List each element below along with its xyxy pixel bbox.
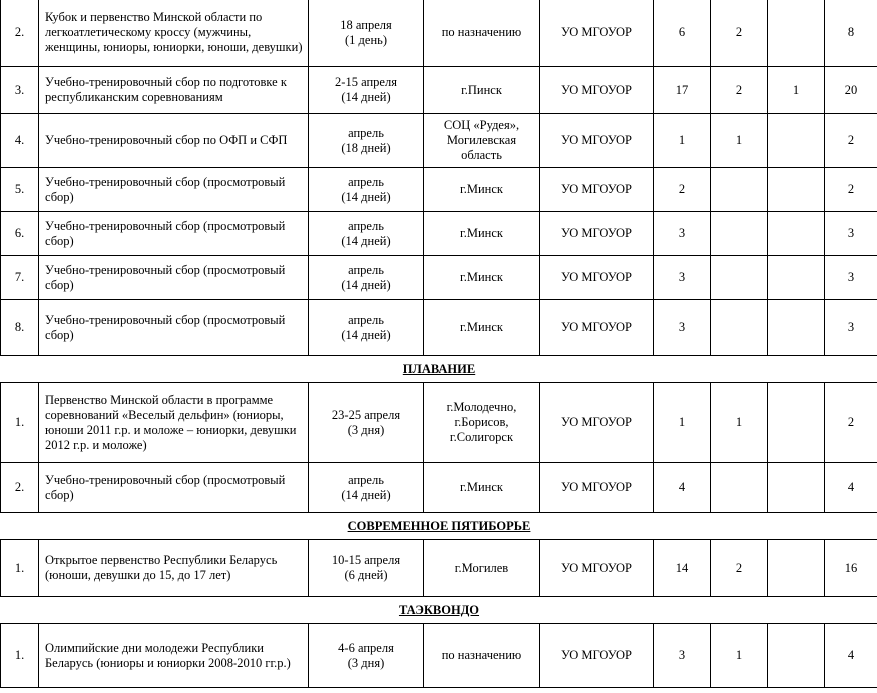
- count-c: [768, 0, 825, 67]
- event-name: Учебно-тренировочный сбор (просмотровый сбор): [39, 300, 309, 356]
- count-b: [711, 212, 768, 256]
- count-c: [768, 256, 825, 300]
- count-c: [768, 114, 825, 168]
- event-date-range: 18 апреля: [340, 17, 392, 32]
- count-a: 14: [654, 540, 711, 597]
- event-duration: (3 дня): [347, 655, 385, 670]
- count-b: 2: [711, 0, 768, 67]
- event-name: Кубок и первенство Минской области по легкоатлетическому кроссу (мужчины, женщины, юниоры, юниорки, юноши, девушки): [39, 0, 309, 67]
- row-number: 2.: [1, 463, 39, 513]
- count-a: 2: [654, 168, 711, 212]
- event-name: Учебно-тренировочный сбор (просмотровый сбор): [39, 256, 309, 300]
- organizer: УО МГОУОР: [540, 300, 654, 356]
- organizer: УО МГОУОР: [540, 256, 654, 300]
- count-b: [711, 256, 768, 300]
- table-row: [1, 383, 877, 463]
- organizer: УО МГОУОР: [540, 383, 654, 463]
- organizer: УО МГОУОР: [540, 624, 654, 688]
- event-dates: [309, 624, 424, 688]
- count-b: 1: [711, 624, 768, 688]
- count-b: [711, 300, 768, 356]
- section-title: ПЛАВАНИЕ: [1, 356, 877, 383]
- event-duration: (6 дней): [344, 568, 388, 582]
- event-name: Учебно-тренировочный сбор (просмотровый сбор): [39, 168, 309, 212]
- table-row: [1, 67, 877, 114]
- count-b: 1: [711, 383, 768, 463]
- row-number: 1.: [1, 540, 39, 597]
- count-a: 1: [654, 383, 711, 463]
- event-place: г.Молодечно, г.Борисов, г.Солигорск: [424, 383, 540, 463]
- count-b: 2: [711, 67, 768, 114]
- event-dates: [309, 300, 424, 356]
- count-total: 20: [825, 67, 877, 114]
- table-row: [1, 168, 877, 212]
- event-date-range: апрель: [348, 262, 384, 277]
- event-date-range: 2-15 апреля: [335, 75, 397, 89]
- row-number: 1.: [1, 383, 39, 463]
- table-row: [1, 463, 877, 513]
- count-total: 8: [825, 0, 877, 67]
- organizer: УО МГОУОР: [540, 168, 654, 212]
- event-dates: [309, 0, 424, 67]
- row-number: 6.: [1, 212, 39, 256]
- count-c: [768, 624, 825, 688]
- row-number: 4.: [1, 114, 39, 168]
- count-c: [768, 300, 825, 356]
- event-date-range: апрель: [348, 472, 384, 487]
- count-b: 2: [711, 540, 768, 597]
- count-total: 3: [825, 300, 877, 356]
- event-duration: (3 дня): [347, 422, 385, 437]
- row-number: 7.: [1, 256, 39, 300]
- row-number: 3.: [1, 67, 39, 114]
- count-c: [768, 383, 825, 463]
- event-place: г.Минск: [424, 212, 540, 256]
- event-place: г.Минск: [424, 463, 540, 513]
- event-duration: (14 дней): [341, 487, 391, 502]
- section-header-row: [1, 513, 877, 540]
- event-duration: (14 дней): [341, 277, 391, 292]
- event-date-range: 10-15 апреля: [331, 553, 401, 567]
- count-c: [768, 168, 825, 212]
- table-row: [1, 212, 877, 256]
- count-c: [768, 212, 825, 256]
- event-date-range: апрель: [348, 312, 384, 327]
- event-name: Олимпийские дни молодежи Республики Беларусь (юниоры и юниорки 2008-2010 гг.р.): [39, 624, 309, 688]
- organizer: УО МГОУОР: [540, 212, 654, 256]
- organizer: УО МГОУОР: [540, 114, 654, 168]
- event-name: Первенство Минской области в программе соревнований «Веселый дельфин» (юниоры, юноши 2011 г.р. и моложе – юниорки, девушки 2012 г.р. и моложе): [39, 383, 309, 463]
- count-c: 1: [768, 67, 825, 114]
- row-number: 1.: [1, 624, 39, 688]
- organizer: УО МГОУОР: [540, 0, 654, 67]
- count-a: 1: [654, 114, 711, 168]
- row-number: 8.: [1, 300, 39, 356]
- section-title: СОВРЕМЕННОЕ ПЯТИБОРЬЕ: [1, 513, 877, 540]
- event-place: г.Минск: [424, 300, 540, 356]
- event-dates: [309, 256, 424, 300]
- count-b: [711, 463, 768, 513]
- count-total: 16: [825, 540, 877, 597]
- section-header-row: [1, 356, 877, 383]
- event-name: Открытое первенство Республики Беларусь (юноши, девушки до 15, до 17 лет): [39, 540, 309, 597]
- event-date-range: апрель: [348, 125, 384, 140]
- count-a: 3: [654, 256, 711, 300]
- event-dates: [309, 67, 424, 114]
- event-dates: [309, 168, 424, 212]
- organizer: УО МГОУОР: [540, 67, 654, 114]
- event-place: г.Пинск: [424, 67, 540, 114]
- event-date-range: 4-6 апреля: [338, 640, 394, 655]
- count-total: 2: [825, 383, 877, 463]
- event-duration: (14 дней): [341, 189, 391, 204]
- table-row: [1, 300, 877, 356]
- count-total: 3: [825, 256, 877, 300]
- event-name: Учебно-тренировочный сбор по подготовке к республиканским соревнованиям: [39, 67, 309, 114]
- row-number: 2.: [1, 0, 39, 67]
- event-dates: [309, 540, 424, 597]
- event-place: г.Минск: [424, 256, 540, 300]
- event-place: по назначению: [424, 0, 540, 67]
- event-dates: [309, 463, 424, 513]
- count-total: 3: [825, 212, 877, 256]
- event-duration: (14 дней): [341, 327, 391, 342]
- event-place: г.Могилев: [424, 540, 540, 597]
- event-dates: [309, 212, 424, 256]
- table-row: [1, 624, 877, 688]
- event-name: Учебно-тренировочный сбор по ОФП и СФП: [39, 114, 309, 168]
- event-dates: [309, 114, 424, 168]
- event-date-range: апрель: [348, 218, 384, 233]
- count-total: 2: [825, 168, 877, 212]
- row-number: 5.: [1, 168, 39, 212]
- event-place: по назначению: [424, 624, 540, 688]
- event-duration: (14 дней): [341, 233, 391, 248]
- count-b: [711, 168, 768, 212]
- count-a: 17: [654, 67, 711, 114]
- event-date-range: апрель: [348, 174, 384, 189]
- count-a: 6: [654, 0, 711, 67]
- count-a: 4: [654, 463, 711, 513]
- count-total: 4: [825, 624, 877, 688]
- event-duration: (14 дней): [341, 90, 391, 104]
- count-c: [768, 540, 825, 597]
- count-c: [768, 463, 825, 513]
- event-name: Учебно-тренировочный сбор (просмотровый сбор): [39, 212, 309, 256]
- count-a: 3: [654, 300, 711, 356]
- count-a: 3: [654, 212, 711, 256]
- table-row: [1, 114, 877, 168]
- event-duration: (1 день): [345, 32, 387, 47]
- organizer: УО МГОУОР: [540, 463, 654, 513]
- event-place: г.Минск: [424, 168, 540, 212]
- event-name: Учебно-тренировочный сбор (просмотровый сбор): [39, 463, 309, 513]
- count-b: 1: [711, 114, 768, 168]
- count-total: 2: [825, 114, 877, 168]
- event-dates: [309, 383, 424, 463]
- section-title: ТАЭКВОНДО: [1, 597, 877, 624]
- event-place: СОЦ «Рудея», Могилевская область: [424, 114, 540, 168]
- table-row: [1, 0, 877, 67]
- table-row: [1, 540, 877, 597]
- count-total: 4: [825, 463, 877, 513]
- organizer: УО МГОУОР: [540, 540, 654, 597]
- event-duration: (18 дней): [341, 140, 391, 155]
- table-row: [1, 256, 877, 300]
- event-date-range: 23-25 апреля: [331, 407, 401, 422]
- section-header-row: [1, 597, 877, 624]
- count-a: 3: [654, 624, 711, 688]
